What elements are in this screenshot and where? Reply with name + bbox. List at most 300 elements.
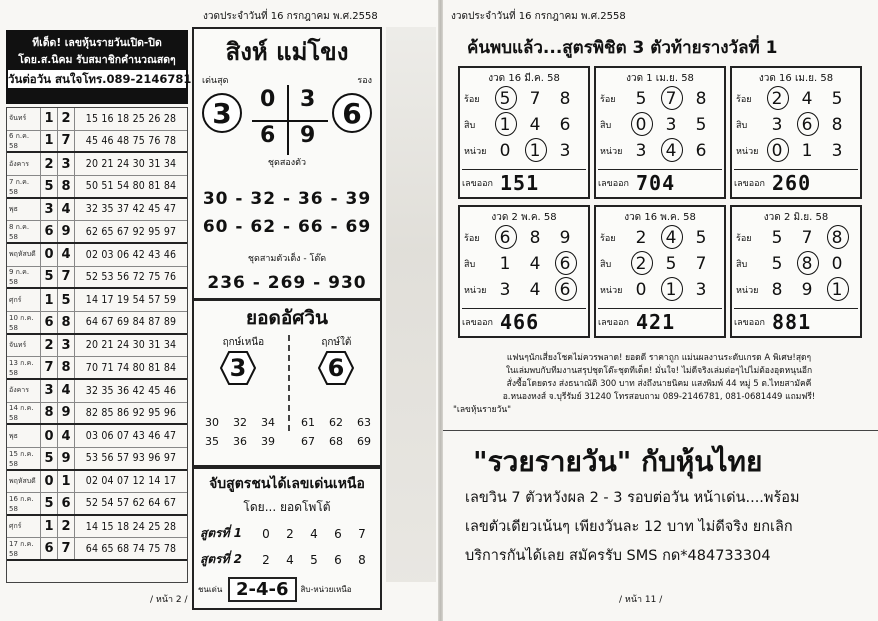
formula-digit: 2	[286, 526, 294, 541]
card-row	[732, 251, 860, 277]
row-digit-1: 1	[41, 108, 58, 130]
row-day: 14 ก.ค. 58	[7, 403, 41, 424]
table-row	[7, 108, 187, 131]
right-page-number: / หน้า 11 /	[619, 595, 663, 605]
card-row	[732, 86, 860, 112]
row-day: พฤหัสบดี	[7, 471, 41, 493]
card-result-value: 421	[636, 309, 676, 334]
card-digit: 0	[831, 254, 843, 274]
card-digit: 3	[771, 115, 783, 135]
card-row	[596, 112, 724, 138]
table-row	[7, 516, 187, 539]
card-row	[732, 225, 860, 251]
row-digit-2: 8	[58, 312, 75, 333]
row-day: 8 ก.ค. 58	[7, 221, 41, 242]
card-row-label: ร้อย	[600, 95, 616, 105]
tag-best: เด่นสุด	[202, 76, 229, 86]
south-grid-number: 62	[329, 416, 343, 429]
row-digit-1: 1	[41, 131, 58, 152]
formula-digit: 6	[334, 526, 342, 541]
row-numbers: 20 21 24 30 31 34	[85, 339, 177, 352]
card-row-label: สิบ	[600, 121, 612, 131]
card-digit-circled: 7	[656, 89, 686, 109]
row-numbers: 32 35 37 42 45 47	[85, 203, 177, 216]
result-card	[594, 66, 726, 199]
card-row-label: สิบ	[600, 260, 612, 270]
result-card	[458, 66, 590, 199]
south-grid-number: 67	[301, 435, 315, 448]
card-row-label: สิบ	[736, 260, 748, 270]
row-numbers: 14 15 18 24 25 28	[85, 520, 177, 533]
card-row-label: ร้อย	[464, 95, 480, 105]
ruay-title: "รวยรายวัน" กับหุ้นไทย	[473, 445, 763, 478]
table-row	[7, 448, 187, 471]
card-digit: 3	[695, 280, 707, 300]
card-digit: 8	[559, 89, 571, 109]
card-digit: 7	[529, 89, 541, 109]
card-digit-circled: 1	[822, 280, 852, 300]
card-digit: 8	[771, 280, 783, 300]
card-digit-circled: 0	[762, 141, 792, 161]
row-day: พุธ	[7, 425, 41, 447]
singha-title: สิงห์ แม่โขง	[225, 38, 349, 66]
card-result-value: 881	[772, 309, 812, 334]
row-digit-2: 4	[58, 199, 75, 221]
row-digit-2: 3	[58, 153, 75, 175]
formula-digit: 6	[334, 552, 342, 567]
row-numbers: 50 51 54 80 81 84	[85, 180, 177, 193]
card-digit: 3	[665, 115, 677, 135]
north-hex-number	[220, 351, 256, 385]
card-row	[460, 251, 588, 277]
row-numbers: 45 46 48 75 76 78	[85, 134, 177, 147]
row-digit-2: 4	[58, 380, 75, 402]
formula-digit: 4	[286, 552, 294, 567]
card-row	[732, 112, 860, 138]
card-row-label: ร้อย	[736, 95, 752, 105]
ad-line-3: วันต่อวัน สนใจโทร.089-2146781	[8, 72, 192, 86]
row-day: พุธ	[7, 199, 41, 221]
tag-second: รอง	[357, 76, 372, 86]
card-row	[460, 225, 588, 251]
card-row-label: สิบ	[736, 121, 748, 131]
row-day: 13 ก.ค. 58	[7, 357, 41, 378]
card-result	[462, 308, 586, 334]
card-date: งวด 16 พ.ค. 58	[624, 212, 696, 223]
north-grid-number: 30	[205, 416, 219, 429]
north-grid-number: 35	[205, 435, 219, 448]
row-digit-2: 7	[58, 131, 75, 152]
notice-line-2: ในเล่มพบกับทีมงานสรุปชุดโต๊ะชุดทีเด็ด! มั่นใจ! ไม่ดีจริงเล่มต่อๆไปไม่ต้องอุดหนุนอีก	[505, 366, 813, 376]
card-digit: 5	[771, 228, 783, 248]
table-row	[7, 131, 187, 154]
row-digit-1: 8	[41, 403, 58, 424]
ad-line-2: โดย.ส.นิคม รับสมาชิกคำนวณสดๆ	[18, 54, 176, 66]
card-digit-circled: 4	[656, 228, 686, 248]
formula-author: โดย... ยอดโพโต้	[243, 500, 331, 514]
row-day: 9 ก.ค. 58	[7, 267, 41, 288]
card-row	[460, 138, 588, 164]
card-digit-circled: 8	[822, 228, 852, 248]
north-grid-number: 34	[261, 416, 275, 429]
card-result	[598, 308, 722, 334]
row-digit-2: 7	[58, 538, 75, 559]
card-row-label: ร้อย	[736, 234, 752, 244]
south-hex-number	[318, 351, 354, 385]
card-result-label: เลขออก	[462, 178, 494, 189]
row-digit-1: 1	[41, 289, 58, 311]
stock-ad-box	[6, 30, 192, 104]
card-digit-circled: 4	[656, 141, 686, 161]
row-numbers: 62 65 67 92 95 97	[85, 225, 177, 238]
card-row-label: หน่วย	[736, 147, 759, 157]
formula-1-label: สูตรที่ 1	[200, 526, 242, 540]
card-row	[732, 138, 860, 164]
card-digit: 2	[635, 228, 647, 248]
notice-line-3: สั่งซื้อโดยตรง ส่งธนาณัติ 300 บาท ส่งถึงนายนิคม แสงพิมพ์ 44 หมู่ 5 ต.ไทยสามัคคี	[506, 379, 812, 389]
card-result	[598, 169, 722, 195]
card-digit-circled: 6	[490, 228, 520, 248]
table-row	[7, 493, 187, 516]
card-digit: 3	[559, 141, 571, 161]
notice-line-1: แฟนๆนักเสี่ยงโชคไม่ควรพลาด! ยอดดี ราคาถูก แม่นผลงานระดับเกรด A พิเศษ!สุดๆ	[506, 353, 812, 363]
table-row	[7, 425, 187, 448]
row-digit-2: 8	[58, 357, 75, 378]
row-digit-1: 5	[41, 493, 58, 514]
card-result	[734, 308, 858, 334]
card-digit: 7	[695, 254, 707, 274]
row-digit-2: 9	[58, 448, 75, 469]
card-row	[596, 86, 724, 112]
south-number-grid	[294, 416, 378, 448]
singha-mekhong-box	[192, 27, 382, 300]
table-row	[7, 221, 187, 244]
card-digit: 4	[529, 254, 541, 274]
formula-digit: 7	[358, 526, 366, 541]
row-numbers: 53 56 57 93 96 97	[85, 452, 177, 465]
section-divider	[443, 430, 878, 431]
card-digit: 4	[801, 89, 813, 109]
table-row	[7, 267, 187, 290]
triples-row: 236 - 269 - 930	[207, 273, 367, 293]
formula-digit: 0	[262, 526, 270, 541]
row-digit-2: 9	[58, 221, 75, 242]
card-digit: 5	[695, 115, 707, 135]
row-numbers: 03 06 07 43 46 47	[85, 430, 177, 443]
card-digit: 3	[831, 141, 843, 161]
card-digit: 1	[801, 141, 813, 161]
card-result-value: 151	[500, 170, 540, 195]
row-day: 10 ก.ค. 58	[7, 312, 41, 333]
north-label: ฤกษ์เหนือ	[222, 337, 265, 348]
card-date: งวด 2 มิ.ย. 58	[763, 212, 829, 223]
card-digit: 0	[635, 280, 647, 300]
card-result-value: 466	[500, 309, 540, 334]
result-card	[458, 205, 590, 338]
table-row	[7, 244, 187, 267]
row-digit-2: 8	[58, 176, 75, 197]
row-day: 7 ก.ค. 58	[7, 176, 41, 197]
south-grid-number: 69	[357, 435, 371, 448]
notice-line-5: "เลขหุ้นรายวัน"	[453, 405, 512, 415]
table-row	[7, 335, 187, 358]
row-digit-2: 4	[58, 244, 75, 266]
card-row-label: ร้อย	[600, 234, 616, 244]
row-numbers: 14 17 19 54 57 59	[85, 294, 177, 307]
formula-title: จับสูตรชนได้เลขเด่นเหนือ	[209, 476, 365, 492]
table-row	[7, 153, 187, 176]
south-grid-number: 63	[357, 416, 371, 429]
row-numbers: 82 85 86 92 95 96	[85, 406, 177, 419]
card-row-label: สิบ	[464, 260, 476, 270]
formula-digit: 4	[310, 526, 318, 541]
row-digit-2: 3	[58, 335, 75, 357]
card-digit-circled: 1	[520, 141, 550, 161]
row-digit-2: 6	[58, 493, 75, 514]
north-grid-number: 32	[233, 416, 247, 429]
formula-row-1	[194, 524, 380, 543]
south-grid-number: 61	[301, 416, 315, 429]
table-row	[7, 289, 187, 312]
row-digit-2: 7	[58, 267, 75, 288]
row-day: อังคาร	[7, 380, 41, 402]
formula-headline: ค้นพบแล้ว...สูตรพิชิต 3 ตัวท้ายรางวัลที่ 1	[467, 38, 778, 58]
formula-digit: 5	[310, 552, 318, 567]
card-result	[734, 169, 858, 195]
north-number-grid	[198, 416, 282, 448]
north-number: 3	[229, 354, 247, 382]
ruay-line-2: เลขตัวเดียวเน้นๆ เพียงวันละ 12 บาท ไม่ดีจริง ยกเลิก	[465, 519, 793, 535]
card-result-label: เลขออก	[734, 317, 766, 328]
left-running-head: งวดประจำวันที่ 16 กรกฎาคม พ.ศ.2558	[203, 11, 378, 22]
card-digit-circled: 6	[550, 280, 580, 300]
notice-block	[453, 352, 865, 417]
row-digit-2: 1	[58, 471, 75, 493]
card-row	[596, 138, 724, 164]
bottom-note: สิบ-หน่วยเหนือ	[300, 585, 352, 594]
row-numbers: 52 54 57 62 64 67	[85, 497, 177, 510]
card-row	[732, 277, 860, 303]
formula-digit: 8	[358, 552, 366, 567]
card-result	[462, 169, 586, 195]
card-digit: 7	[801, 228, 813, 248]
yod-asawin-box	[192, 299, 382, 467]
table-row	[7, 403, 187, 426]
card-result-value: 704	[636, 170, 676, 195]
right-page	[443, 0, 878, 621]
triples-label: ชุดสามตัวเต็ง - โต๊ด	[247, 254, 327, 264]
card-row-label: หน่วย	[736, 286, 759, 296]
history-table	[6, 107, 188, 583]
row-digit-2: 4	[58, 425, 75, 447]
ruay-line-1: เลขวิน 7 ตัวหวังผล 2 - 3 รอบต่อวัน หน้าเด่น....พร้อม	[465, 490, 800, 506]
card-digit-circled: 6	[550, 254, 580, 274]
row-digit-1: 5	[41, 267, 58, 288]
row-day: จันทร์	[7, 335, 41, 357]
south-label: ฤกษ์ใต้	[321, 337, 352, 348]
row-digit-1: 6	[41, 538, 58, 559]
card-digit: 8	[831, 115, 843, 135]
table-row	[7, 357, 187, 380]
row-numbers: 70 71 74 80 81 84	[85, 361, 177, 374]
card-digit-circled: 0	[626, 115, 656, 135]
card-digit: 1	[499, 254, 511, 274]
card-row-label: หน่วย	[464, 286, 487, 296]
row-digit-2: 9	[58, 403, 75, 424]
pairs-row-1: 30 - 32 - 36 - 39	[202, 189, 372, 209]
card-row	[596, 277, 724, 303]
row-digit-1: 2	[41, 153, 58, 175]
left-page-number: / หน้า 2 /	[150, 595, 188, 605]
card-digit-circled: 6	[792, 115, 822, 135]
card-digit: 4	[529, 115, 541, 135]
row-digit-1: 5	[41, 448, 58, 469]
card-row-label: สิบ	[464, 121, 476, 131]
ruay-line-3: บริการกันได้เลย สมัครรับ SMS กด*484733304	[465, 548, 771, 564]
card-digit: 0	[499, 141, 511, 161]
card-date: งวด 2 พ.ค. 58	[491, 212, 557, 223]
row-day: 6 ก.ค. 58	[7, 131, 41, 152]
cross-horizontal-line	[252, 120, 328, 122]
table-row	[7, 380, 187, 403]
card-digit: 5	[665, 254, 677, 274]
row-day: ศุกร์	[7, 289, 41, 311]
card-digit: 9	[801, 280, 813, 300]
row-digit-1: 3	[41, 199, 58, 221]
asawin-title: ยอดอัศวิน	[245, 307, 328, 329]
ad-line-1: ทีเด็ด! เลขหุ้นรายวันเปิด-ปิด	[32, 37, 162, 49]
divider-dashed	[288, 335, 290, 431]
cross-bottom-right: 9	[300, 123, 316, 148]
card-digit-circled: 1	[490, 115, 520, 135]
card-digit: 8	[695, 89, 707, 109]
row-digit-1: 3	[41, 380, 58, 402]
pairs-label: ชุดสองตัว	[267, 158, 307, 168]
pairs-row-2: 60 - 62 - 66 - 69	[202, 217, 372, 237]
formula-digit: 2	[262, 552, 270, 567]
table-row	[7, 538, 187, 561]
card-result-label: เลขออก	[734, 178, 766, 189]
row-numbers: 02 04 07 12 14 17	[85, 475, 177, 488]
row-digit-1: 0	[41, 244, 58, 266]
cross-top-right: 3	[300, 87, 316, 112]
card-result-value: 260	[772, 170, 812, 195]
card-row	[460, 277, 588, 303]
row-digit-1: 6	[41, 221, 58, 242]
row-numbers: 52 53 56 72 75 76	[85, 270, 177, 283]
row-numbers: 64 65 68 74 75 78	[85, 542, 177, 555]
card-digit-circled: 5	[490, 89, 520, 109]
row-numbers: 15 16 18 25 26 28	[85, 112, 177, 125]
row-day: อังคาร	[7, 153, 41, 175]
card-digit: 5	[771, 254, 783, 274]
row-digit-1: 0	[41, 425, 58, 447]
card-row-label: ร้อย	[464, 234, 480, 244]
card-digit: 3	[499, 280, 511, 300]
card-result-label: เลขออก	[598, 317, 630, 328]
card-result-label: เลขออก	[598, 178, 630, 189]
row-digit-2: 5	[58, 289, 75, 311]
row-digit-1: 6	[41, 312, 58, 333]
card-row	[596, 251, 724, 277]
card-digit: 9	[559, 228, 571, 248]
cross-bottom-left: 6	[260, 123, 276, 148]
card-digit: 6	[559, 115, 571, 135]
north-grid-number: 39	[261, 435, 275, 448]
south-number: 6	[327, 354, 345, 382]
bottom-value: 2-4-6	[228, 577, 297, 602]
south-grid-number: 68	[329, 435, 343, 448]
result-card	[594, 205, 726, 338]
row-numbers: 20 21 24 30 31 34	[85, 158, 177, 171]
card-date: งวด 1 เม.ย. 58	[626, 73, 694, 84]
bottom-label: ชนเด่น	[198, 585, 223, 594]
card-row	[596, 225, 724, 251]
row-numbers: 02 03 06 42 43 46	[85, 248, 177, 261]
row-digit-1: 2	[41, 335, 58, 357]
card-row-label: หน่วย	[600, 286, 623, 296]
row-day: ศุกร์	[7, 516, 41, 538]
row-digit-1: 7	[41, 357, 58, 378]
main-number-circle: 3	[202, 93, 242, 133]
row-day: 17 ก.ค. 58	[7, 538, 41, 559]
table-row	[7, 176, 187, 199]
card-digit-circled: 2	[762, 89, 792, 109]
card-row-label: หน่วย	[600, 147, 623, 157]
card-row-label: หน่วย	[464, 147, 487, 157]
card-digit: 4	[529, 280, 541, 300]
row-day: พฤหัสบดี	[7, 244, 41, 266]
card-digit: 6	[695, 141, 707, 161]
card-row	[460, 112, 588, 138]
formula-row-2	[194, 550, 380, 569]
card-digit-circled: 8	[792, 254, 822, 274]
row-digit-2: 2	[58, 516, 75, 538]
row-numbers: 64 67 69 84 87 89	[85, 316, 177, 329]
result-card	[730, 205, 862, 338]
card-result-label: เลขออก	[462, 317, 494, 328]
right-running-head: งวดประจำวันที่ 16 กรกฎาคม พ.ศ.2558	[451, 11, 626, 22]
row-digit-1: 5	[41, 176, 58, 197]
card-digit-circled: 2	[626, 254, 656, 274]
formula-2-label: สูตรที่ 2	[200, 552, 242, 566]
card-digit-circled: 1	[656, 280, 686, 300]
second-number-circle: 6	[332, 93, 372, 133]
card-digit: 5	[635, 89, 647, 109]
row-digit-2: 2	[58, 108, 75, 130]
result-card	[730, 66, 862, 199]
formula-box	[192, 467, 382, 610]
row-day: 15 ก.ค. 58	[7, 448, 41, 469]
card-digit: 8	[529, 228, 541, 248]
row-day: จันทร์	[7, 108, 41, 130]
row-digit-1: 1	[41, 516, 58, 538]
card-digit: 5	[831, 89, 843, 109]
row-day: 16 ก.ค. 58	[7, 493, 41, 514]
row-numbers: 32 35 36 42 45 46	[85, 384, 177, 397]
card-digit: 5	[695, 228, 707, 248]
faded-background-area	[386, 27, 436, 582]
card-date: งวด 16 เม.ย. 58	[758, 73, 834, 84]
table-row	[7, 471, 187, 494]
card-digit: 3	[635, 141, 647, 161]
card-row	[460, 86, 588, 112]
table-row	[7, 312, 187, 335]
card-date: งวด 16 มี.ค. 58	[488, 73, 560, 84]
notice-line-4: อ.หนองหงส์ จ.บุรีรัมย์ 31240 โทรสอบถาม 089-2146781, 081-0681449 แถมฟรี!	[502, 392, 816, 402]
table-row	[7, 199, 187, 222]
cross-top-left: 0	[260, 87, 276, 112]
